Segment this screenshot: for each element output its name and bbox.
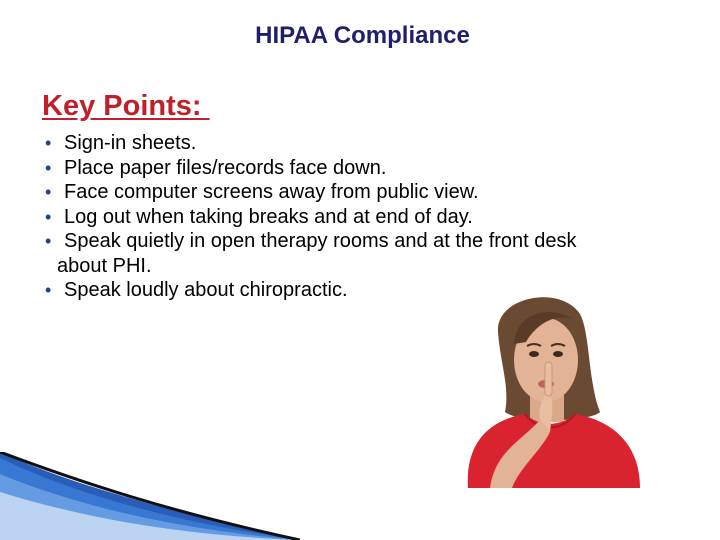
bullet-icon: •: [45, 157, 52, 178]
decorative-swoosh: [0, 452, 300, 540]
bullet-list: [45, 131, 705, 303]
bullet-text: Place paper files/records face down.: [64, 156, 387, 179]
bullet-icon: •: [45, 133, 52, 153]
bullet-icon: •: [45, 206, 52, 227]
bullet-text: Speak quietly in open therapy rooms and at the front desk: [64, 230, 577, 252]
list-item: [45, 131, 705, 156]
bullet-icon: •: [45, 231, 52, 251]
bullet-icon: •: [45, 182, 52, 202]
list-item: [45, 156, 705, 181]
bullet-text: Log out when taking breaks and at end of day.: [64, 205, 473, 228]
woman-shushing-photo: [450, 292, 662, 488]
bullet-text: Face computer screens away from public view.: [64, 181, 479, 203]
bullet-text: Speak loudly about chiropractic.: [64, 279, 348, 301]
bullet-text: Sign-in sheets.: [64, 132, 197, 154]
list-item: [45, 229, 705, 278]
list-item: [45, 205, 705, 230]
key-points-heading: Key Points:: [42, 90, 210, 122]
bullet-continuation-text: about PHI.: [57, 254, 152, 277]
slide-title: HIPAA Compliance: [255, 22, 470, 49]
list-item: [45, 180, 705, 205]
bullet-icon: •: [45, 280, 52, 300]
